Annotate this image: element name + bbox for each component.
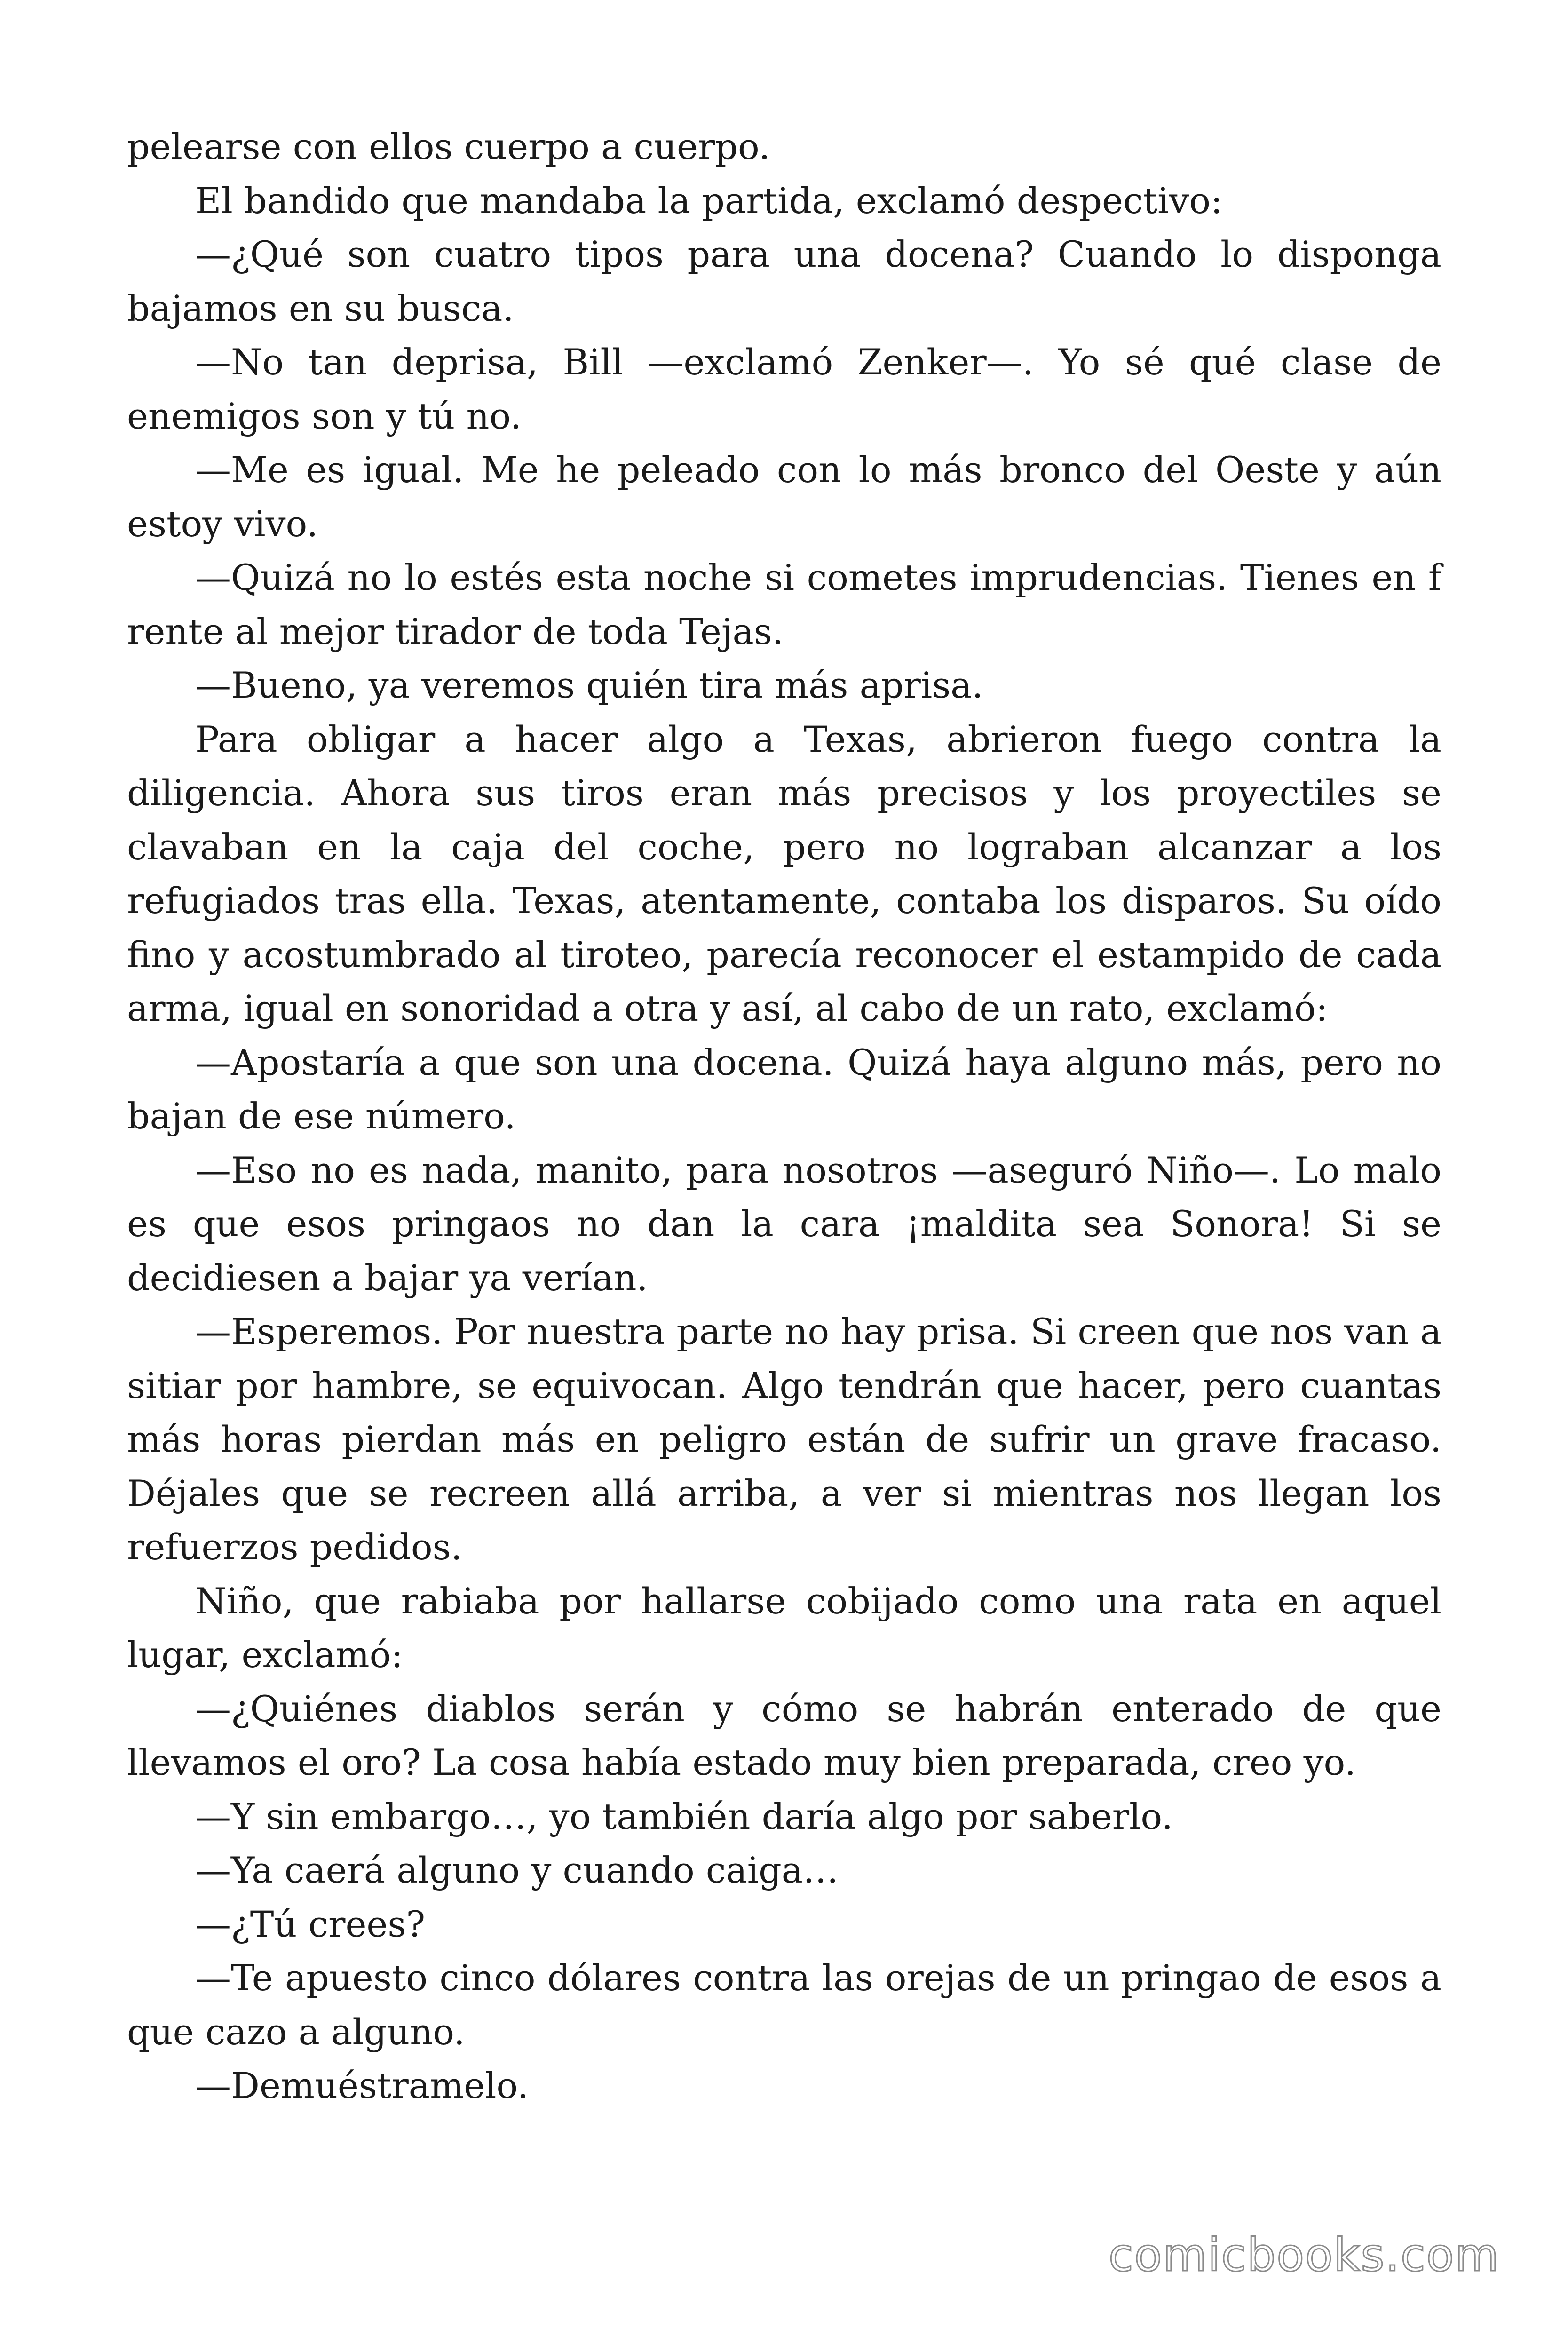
watermark-text: comicbooks.com bbox=[1108, 2229, 1500, 2281]
paragraph-7: —Bueno, ya veremos quién tira más aprisa. bbox=[195, 664, 983, 706]
paragraph-14: —Y sin embargo…, yo también daría algo por saberlo. bbox=[195, 1795, 1173, 1837]
paragraph-13: —¿Quiénes diablos serán y cómo se habrán enterado de que llevamos el oro? La cosa había estado muy bien preparada, creo yo. bbox=[127, 1687, 1441, 1783]
paragraph-9: —Apostaría a que son una docena. Quizá haya alguno más, pero no bajan de ese número. bbox=[127, 1041, 1441, 1137]
paragraph-12: Niño, que rabiaba por hallarse cobijado como una rata en aquel lugar, exclamó: bbox=[127, 1580, 1441, 1676]
paragraph-1: pelearse con ellos cuerpo a cuerpo. bbox=[127, 126, 770, 167]
paragraph-11: —Esperemos. Por nuestra parte no hay prisa. Si creen que nos van a sitiar por hambre, se equivocan. Algo tendrán que hacer, pero cuantas más horas pierdan más en peligro están de sufrir un grave fracaso. Déjales que se recreen allá arriba, a ver si mientras nos llegan los refuerzos pedidos. bbox=[127, 1311, 1441, 1568]
paragraph-17: —Te apuesto cinco dólares contra las orejas de un pringao de esos a que cazo a alguno. bbox=[127, 1957, 1441, 2053]
paragraph-3: —¿Qué son cuatro tipos para una docena? Cuando lo disponga bajamos en su busca. bbox=[127, 233, 1441, 329]
paragraph-16: —¿Tú crees? bbox=[195, 1903, 426, 1945]
paragraph-15: —Ya caerá alguno y cuando caiga… bbox=[195, 1849, 839, 1891]
paragraph-5: —Me es igual. Me he peleado con lo más bronco del Oeste y aún estoy vivo. bbox=[127, 449, 1441, 545]
paragraph-4: —No tan deprisa, Bill —exclamó Zenker—. Yo sé qué clase de enemigos son y tú no. bbox=[127, 341, 1441, 437]
paragraph-18: —Demuéstramelo. bbox=[195, 2065, 529, 2106]
paragraph-8: Para obligar a hacer algo a Texas, abrieron fuego contra la diligencia. Ahora sus tiros eran más precisos y los proyectiles se clavaban en la caja del coche, pero no lograban alcanzar a los refugiados tras ella. Texas, atentamente, contaba los disparos. Su oído fino y acostumbrado al tiroteo, parecía reconocer el estampido de cada arma, igual en sonoridad a otra y así, al cabo de un rato, exclamó: bbox=[127, 718, 1441, 1029]
page-body bbox=[127, 120, 1441, 2113]
paragraph-10: —Eso no es nada, manito, para nosotros —aseguró Niño—. Lo malo es que esos pringaos no dan la cara ¡maldita sea Sonora! Si se decidiesen a bajar ya verían. bbox=[127, 1149, 1441, 1299]
paragraph-2: El bandido que mandaba la partida, exclamó despectivo: bbox=[195, 179, 1223, 222]
paragraph-6: —Quizá no lo estés esta noche si cometes imprudencias. Tienes en f rente al mejor tirador de toda Tejas. bbox=[127, 556, 1441, 652]
